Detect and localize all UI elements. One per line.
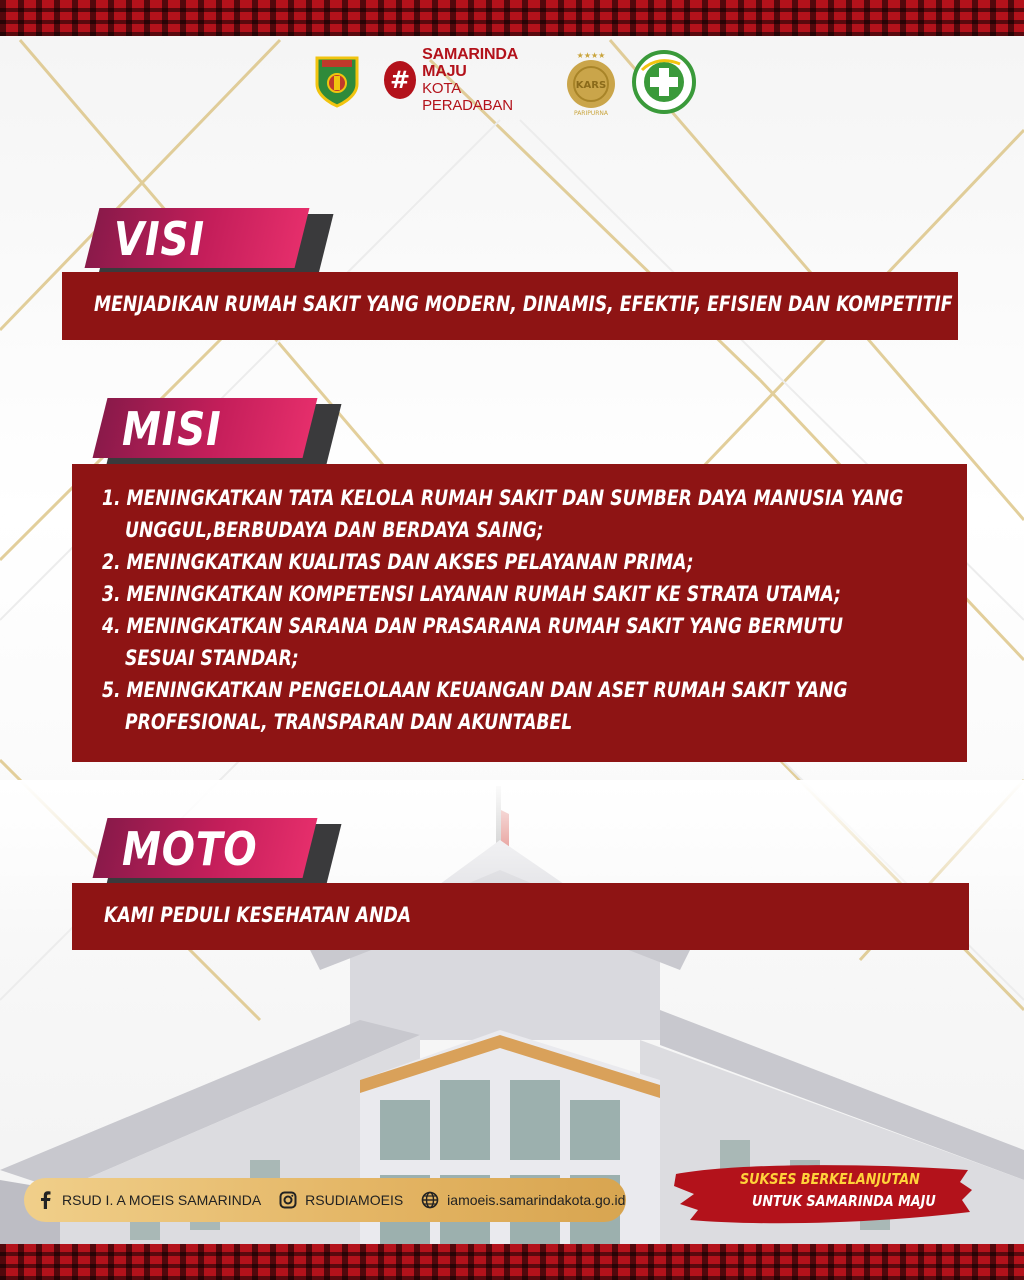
visi-title-tab bbox=[92, 208, 332, 270]
slogan-line1: SUKSES BERKELANJUTAN bbox=[740, 1170, 920, 1188]
instagram-icon bbox=[279, 1191, 297, 1209]
misi-item-continuation: SESUAI STANDAR; bbox=[124, 646, 299, 670]
slogan-line2: UNTUK SAMARINDA MAJU bbox=[752, 1192, 936, 1210]
facebook-text: RSUD I. A MOEIS SAMARINDA bbox=[62, 1192, 262, 1208]
misi-title-tab bbox=[100, 398, 340, 460]
paripurna-caption: PARIPURNA bbox=[573, 110, 609, 116]
paripurna-badge-icon bbox=[561, 50, 621, 116]
visi-box bbox=[62, 272, 958, 340]
samarinda-maju-line2: KOTA PERADABAN bbox=[422, 80, 513, 114]
misi-item: 2. MENINGKATKAN KUALITAS DAN AKSES PELAYANAN PRIMA; bbox=[102, 550, 694, 574]
misi-item-continuation: UNGGUL,BERBUDAYA DAN BERDAYA SAING; bbox=[124, 518, 544, 542]
facebook-icon bbox=[36, 1191, 54, 1209]
visi-title: VISI bbox=[114, 212, 205, 266]
instagram-link[interactable] bbox=[279, 1191, 403, 1209]
samarinda-maju-line1: SAMARINDA MAJU bbox=[422, 46, 518, 80]
moto-box bbox=[72, 883, 969, 950]
misi-title: MISI bbox=[122, 402, 222, 456]
misi-box bbox=[72, 464, 967, 762]
facebook-link[interactable] bbox=[36, 1191, 261, 1209]
website-text: iamoeis.samarindakota.go.id bbox=[447, 1192, 626, 1208]
misi-item: 1. MENINGKATKAN TATA KELOLA RUMAH SAKIT DAN SUMBER DAYA MANUSIA YANG bbox=[102, 486, 904, 510]
misi-item: 5. MENINGKATKAN PENGELOLAAN KEUANGAN DAN ASET RUMAH SAKIT YANG bbox=[102, 678, 848, 702]
visi-text: MENJADIKAN RUMAH SAKIT YANG MODERN, DINAMIS, EFEKTIF, EFISIEN DAN KOMPETITIF bbox=[94, 292, 953, 316]
website-link[interactable] bbox=[421, 1191, 625, 1209]
shield-emblem-icon bbox=[314, 54, 360, 108]
hash-icon: # bbox=[384, 61, 416, 99]
instagram-text: RSUDIAMOEIS bbox=[305, 1192, 404, 1208]
misi-item-continuation: PROFESIONAL, TRANSPARAN DAN AKUNTABEL bbox=[124, 710, 573, 734]
bottom-tartan-border bbox=[0, 1244, 1024, 1280]
misi-list bbox=[102, 482, 1024, 738]
samarinda-maju-logo bbox=[384, 46, 544, 114]
green-cross-icon bbox=[632, 50, 696, 114]
moto-title-tab bbox=[100, 818, 340, 880]
slogan-badge bbox=[670, 1160, 975, 1230]
moto-text: KAMI PEDULI KESEHATAN ANDA bbox=[104, 903, 412, 927]
svg-text:KARS: KARS bbox=[575, 80, 607, 91]
svg-text:★★★★: ★★★★ bbox=[576, 51, 606, 60]
misi-item: 4. MENINGKATKAN SARANA DAN PRASARANA RUMAH SAKIT YANG BERMUTU bbox=[102, 614, 843, 638]
misi-item: 3. MENINGKATKAN KOMPETENSI LAYANAN RUMAH SAKIT KE STRATA UTAMA; bbox=[102, 582, 842, 606]
header-logos bbox=[0, 48, 1024, 118]
contact-bar bbox=[24, 1178, 626, 1222]
globe-icon bbox=[421, 1191, 439, 1209]
moto-title: MOTO bbox=[122, 822, 258, 876]
